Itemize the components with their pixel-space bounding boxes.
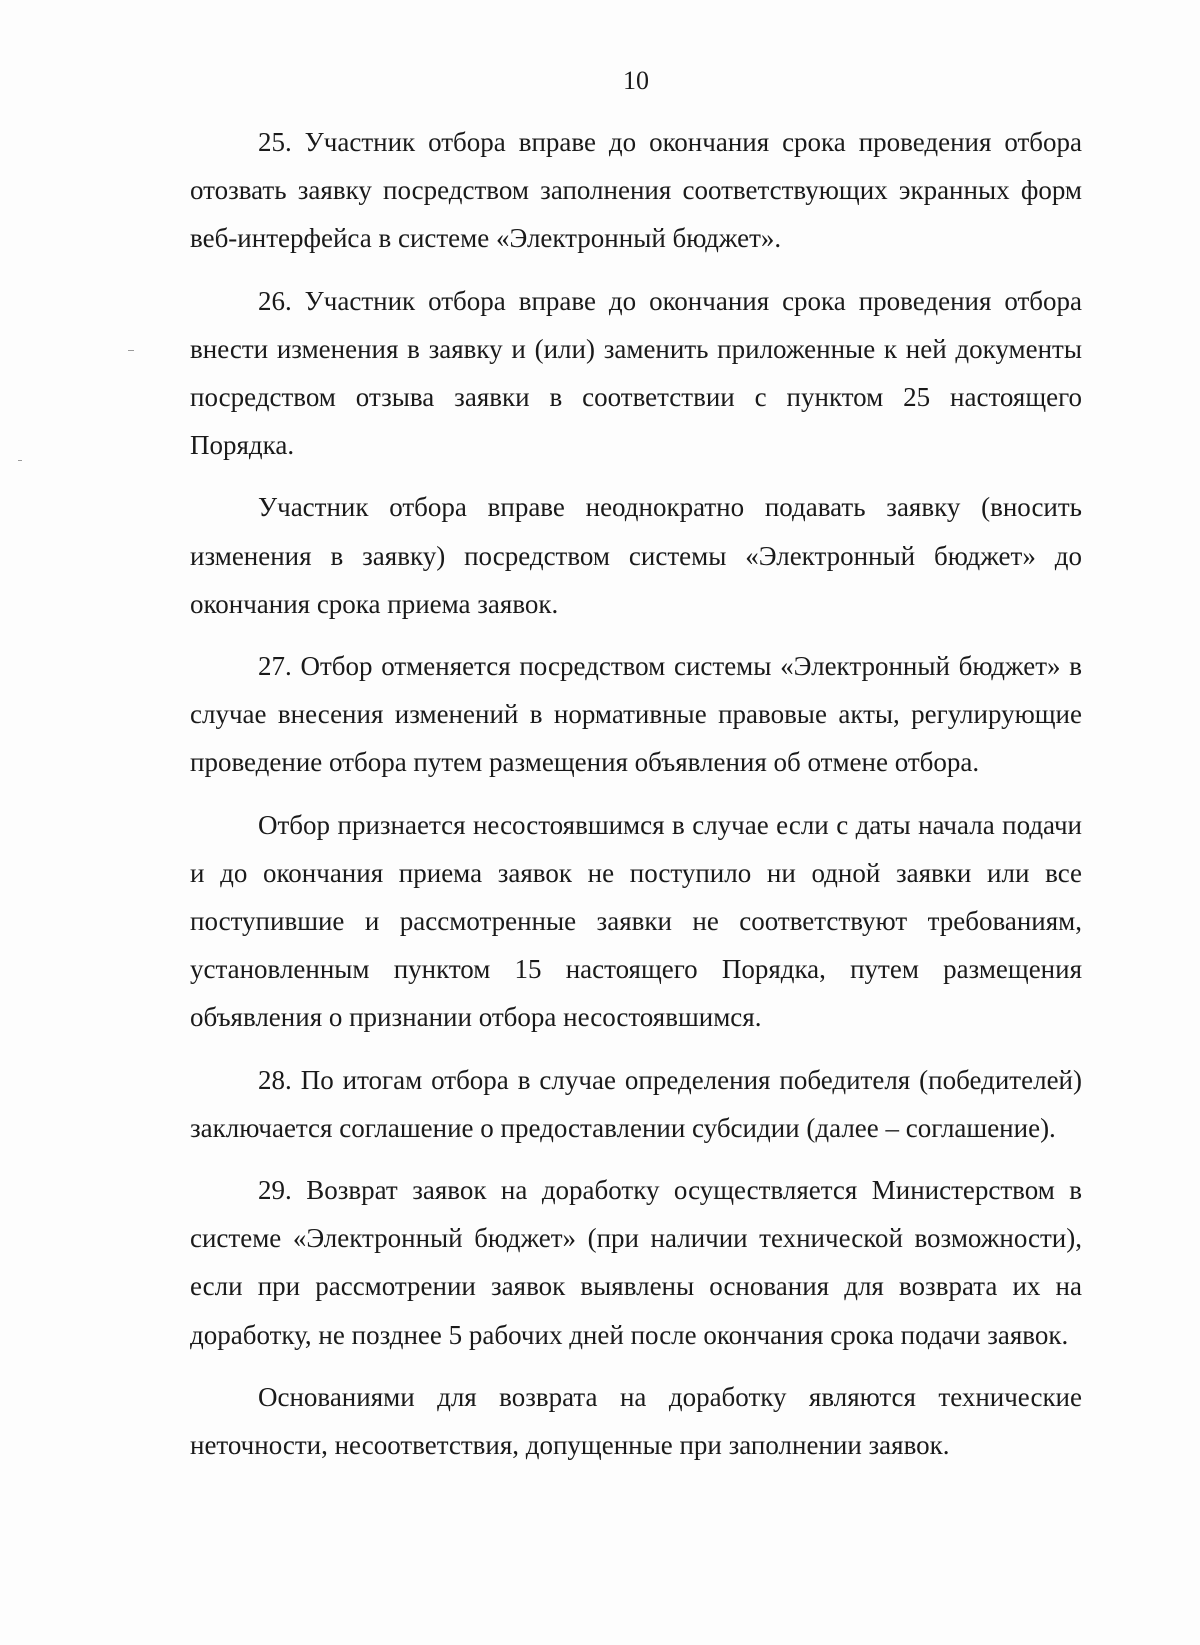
paragraph-29: 29. Возврат заявок на доработку осуществляется Министерством в системе «Электронный бюджет» (при наличии технической возможности), если при рассмотрении заявок выявлены основания для возврата их на доработку, не позднее 5 рабочих дней после окончания срока подачи заявок. bbox=[190, 1175, 1082, 1350]
paragraph-26: 26. Участник отбора вправе до окончания срока проведения отбора внести изменения в заявку и (или) заменить приложенные к ней документы посредством отзыва заявки в соответствии с пунктом 25 настоящего Порядка. bbox=[190, 285, 1082, 461]
paragraph-28: 28. По итогам отбора в случае определения победителя (победителей) заключается соглашение о предоставлении субсидии (далее – соглашение). bbox=[190, 1064, 1082, 1143]
page-number: 10 bbox=[623, 66, 649, 95]
scan-artifact bbox=[18, 460, 22, 461]
paragraph-27-continued: Отбор признается несостоявшимся в случае если с даты начала подачи и до окончания приема заявок не поступило ни одной заявки или все поступившие и рассмотренные заявки не соответствуют требованиям, установленным пунктом 15 настоящего Порядка, путем размещения объявления о признании отбора несостоявшимся. bbox=[190, 809, 1082, 1033]
scan-artifact bbox=[128, 350, 134, 351]
document-body bbox=[190, 118, 1082, 1469]
paragraph-29-continued: Основаниями для возврата на доработку являются технические неточности, несоответствия, допущенные при заполнении заявок. bbox=[190, 1381, 1082, 1461]
paragraph-25: 25. Участник отбора вправе до окончания срока проведения отбора отозвать заявку посредством заполнения соответствующих экранных форм веб-интерфейса в системе «Электронный бюджет». bbox=[190, 127, 1082, 254]
paragraph-26-continued: Участник отбора вправе неоднократно подавать заявку (вносить изменения в заявку) посредством системы «Электронный бюджет» до окончания срока приема заявок. bbox=[190, 492, 1082, 619]
paragraph-27: 27. Отбор отменяется посредством системы «Электронный бюджет» в случае внесения изменений в нормативные правовые акты, регулирующие проведение отбора путем размещения объявления об отмене отбора. bbox=[190, 651, 1082, 778]
